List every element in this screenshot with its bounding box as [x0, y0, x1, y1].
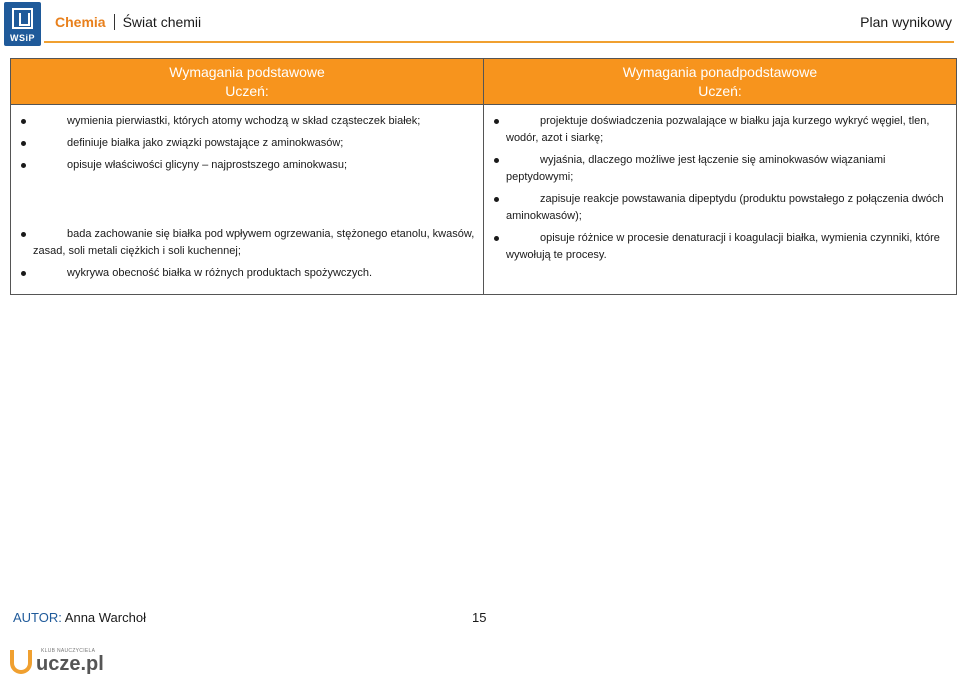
- ucze-logo-text: ucze.pl: [36, 653, 104, 675]
- bullet-icon: [494, 197, 499, 202]
- list-item: wyjaśnia, dlaczego możliwe jest łączenie się aminokwasów wiązaniami peptydowymi;: [494, 152, 948, 186]
- ucze-logo-mark: [10, 650, 32, 674]
- header-separator: [114, 14, 115, 30]
- advanced-requirements-header: [484, 59, 957, 105]
- list-item: opisuje właściwości glicyny – najprostszego aminokwasu;: [21, 157, 475, 174]
- advanced-requirements-list: [484, 105, 956, 264]
- list-item: wymienia pierwiastki, których atomy wchodzą w skład cząsteczek białek;: [21, 113, 475, 130]
- bullet-icon: [494, 236, 499, 241]
- list-item: bada zachowanie się białka pod wpływem ogrzewania, stężonego etanolu, kwasów, zasad, soli metali ciężkich i soli kuchennej;: [21, 226, 475, 260]
- basic-requirements-list: [11, 105, 483, 282]
- table-body-row: [11, 105, 957, 295]
- advanced-requirements-student: Uczeń:: [698, 83, 742, 99]
- bullet-icon: [21, 141, 26, 146]
- list-item: wykrywa obecność białka w różnych produktach spożywczych.: [21, 265, 475, 282]
- list-item: zapisuje reakcje powstawania dipeptydu (produktu powstałego z połączenia dwóch aminokwasów);: [494, 191, 948, 225]
- header-title: [55, 14, 201, 30]
- basic-requirements-header: [11, 59, 484, 105]
- bullet-icon: [21, 119, 26, 124]
- page-number: 15: [472, 610, 487, 625]
- ucze-logo: [10, 648, 104, 674]
- author-label: AUTOR:: [13, 610, 62, 625]
- header-divider: [44, 41, 954, 43]
- bullet-icon: [21, 271, 26, 276]
- bullet-icon: [21, 163, 26, 168]
- advanced-requirements-title: Wymagania ponadpodstawowe: [622, 64, 818, 80]
- document-type: Plan wynikowy: [860, 14, 952, 30]
- wsip-logo-mark: [12, 8, 33, 29]
- table-header-row: [11, 59, 957, 105]
- bullet-icon: [21, 232, 26, 237]
- list-item: projektuje doświadczenia pozwalające w białku jaja kurzego wykryć węgiel, tlen, wodór, azot i siarkę;: [494, 113, 948, 147]
- bullet-icon: [494, 158, 499, 163]
- book-title: Świat chemii: [122, 14, 202, 30]
- wsip-logo: [4, 2, 41, 46]
- author-footer: [13, 610, 146, 625]
- bullet-icon: [494, 119, 499, 124]
- basic-requirements-cell: [11, 105, 484, 295]
- subject-name: Chemia: [55, 14, 106, 30]
- basic-requirements-title: Wymagania podstawowe: [169, 64, 325, 80]
- wsip-logo-text: WSiP: [9, 33, 35, 43]
- list-item: opisuje różnice w procesie denaturacji i koagulacji białka, wymienia czynniki, które wywołują te procesy.: [494, 230, 948, 264]
- advanced-requirements-cell: [484, 105, 957, 295]
- author-name: Anna Warchoł: [64, 610, 146, 625]
- ucze-club-label: KLUB NAUCZYCIELA: [41, 648, 96, 654]
- list-item: definiuje białka jako związki powstające z aminokwasów;: [21, 135, 475, 152]
- basic-requirements-student: Uczeń:: [225, 83, 269, 99]
- requirements-table: [10, 58, 957, 295]
